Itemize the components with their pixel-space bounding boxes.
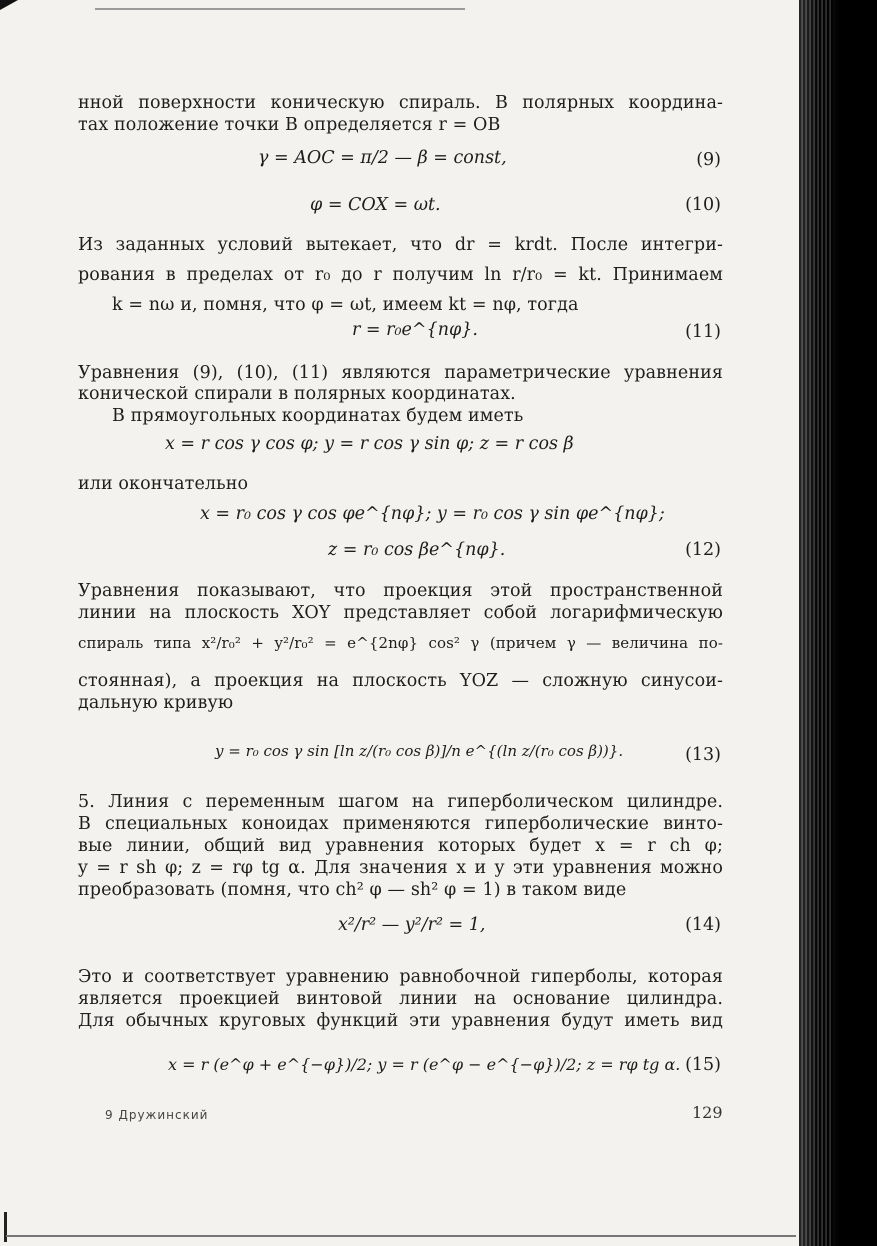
page-edge-stripes bbox=[799, 0, 833, 1246]
text-line: нной поверхности коническую спираль. В полярных координа- bbox=[78, 93, 723, 113]
equation-12a: x = r₀ cos γ cos φe^{nφ}; y = r₀ cos γ sin φe^{nφ}; bbox=[200, 504, 665, 524]
text-line: y = r sh φ; z = rφ tg α. Для значения x и y эти уравнения можно bbox=[78, 858, 723, 878]
equation-number: (11) bbox=[685, 322, 721, 342]
equation-number: (10) bbox=[685, 195, 721, 215]
equation-number: (15) bbox=[685, 1055, 721, 1075]
text-line: или окончательно bbox=[78, 474, 249, 494]
text-line: рования в пределах от r₀ до r получим ln r/r₀ = kt. Принимаем bbox=[78, 265, 723, 285]
equation-15: x = r (e^φ + e^{−φ})/2; y = r (e^φ − e^{−φ})/2; z = rφ tg α. bbox=[168, 1055, 681, 1074]
top-rule bbox=[95, 8, 465, 10]
equation-10: φ = COX = ωt. bbox=[310, 195, 441, 215]
equation-number: (14) bbox=[685, 915, 721, 935]
equation-number: (13) bbox=[685, 745, 721, 765]
text-line: Для обычных круговых функций эти уравнения будут иметь вид bbox=[78, 1011, 723, 1031]
equation-12b: z = r₀ cos βe^{nφ}. bbox=[328, 540, 506, 560]
equation-13: y = r₀ cos γ sin [ln z/(r₀ cos β)]/n e^{(ln z/(r₀ cos β))}. bbox=[215, 742, 624, 760]
page-number: 129 bbox=[692, 1103, 723, 1122]
rect-equations: x = r cos γ cos φ; y = r cos γ sin φ; z = r cos β bbox=[165, 434, 574, 454]
text-line: 5. Линия с переменным шагом на гиперболическом цилиндре. bbox=[78, 792, 723, 812]
text-line: В специальных коноидах применяются гиперболические винто- bbox=[78, 814, 723, 834]
equation-number: (9) bbox=[696, 150, 721, 170]
text-line: тах положение точки B определяется r = OB bbox=[78, 115, 501, 135]
footer-signature: 9 Дружинский bbox=[105, 1108, 209, 1122]
text-line: дальную кривую bbox=[78, 693, 234, 713]
text-line: конической спирали в полярных координатах. bbox=[78, 384, 516, 404]
text-line: Из заданных условий вытекает, что dr = krdt. После интегри- bbox=[78, 235, 723, 255]
text-line: Уравнения (9), (10), (11) являются параметрические уравнения bbox=[78, 363, 723, 383]
equation-11: r = r₀e^{nφ}. bbox=[352, 320, 478, 340]
text-line: k = nω и, помня, что φ = ωt, имеем kt = nφ, тогда bbox=[112, 295, 579, 315]
equation-number: (12) bbox=[685, 540, 721, 560]
text-line: преобразовать (помня, что ch² φ — sh² φ = 1) в таком виде bbox=[78, 880, 627, 900]
text-line: Это и соответствует уравнению равнобочной гиперболы, которая bbox=[78, 967, 723, 987]
text-line: стоянная), а проекция на плоскость YOZ — сложную синусои- bbox=[78, 671, 723, 691]
text-line: В прямоугольных координатах будем иметь bbox=[112, 406, 524, 426]
text-line: вые линии, общий вид уравнения которых будет x = r ch φ; bbox=[78, 836, 723, 856]
corner-mark bbox=[0, 0, 18, 10]
text-line: является проекцией винтовой линии на основание цилиндра. bbox=[78, 989, 723, 1009]
text-line: спираль типа x²/r₀² + y²/r₀² = e^{2nφ} cos² γ (причем γ — величина по- bbox=[78, 634, 723, 652]
equation-9: γ = AOC = π/2 — β = const, bbox=[258, 148, 507, 168]
equation-14: x²/r² — y²/r² = 1, bbox=[338, 915, 486, 935]
text-line: линии на плоскость XOY представляет собой логарифмическую bbox=[78, 603, 723, 623]
bottom-rule bbox=[6, 1235, 796, 1237]
text-line: Уравнения показывают, что проекция этой пространственной bbox=[78, 581, 723, 601]
corner-mark bbox=[4, 1212, 7, 1242]
